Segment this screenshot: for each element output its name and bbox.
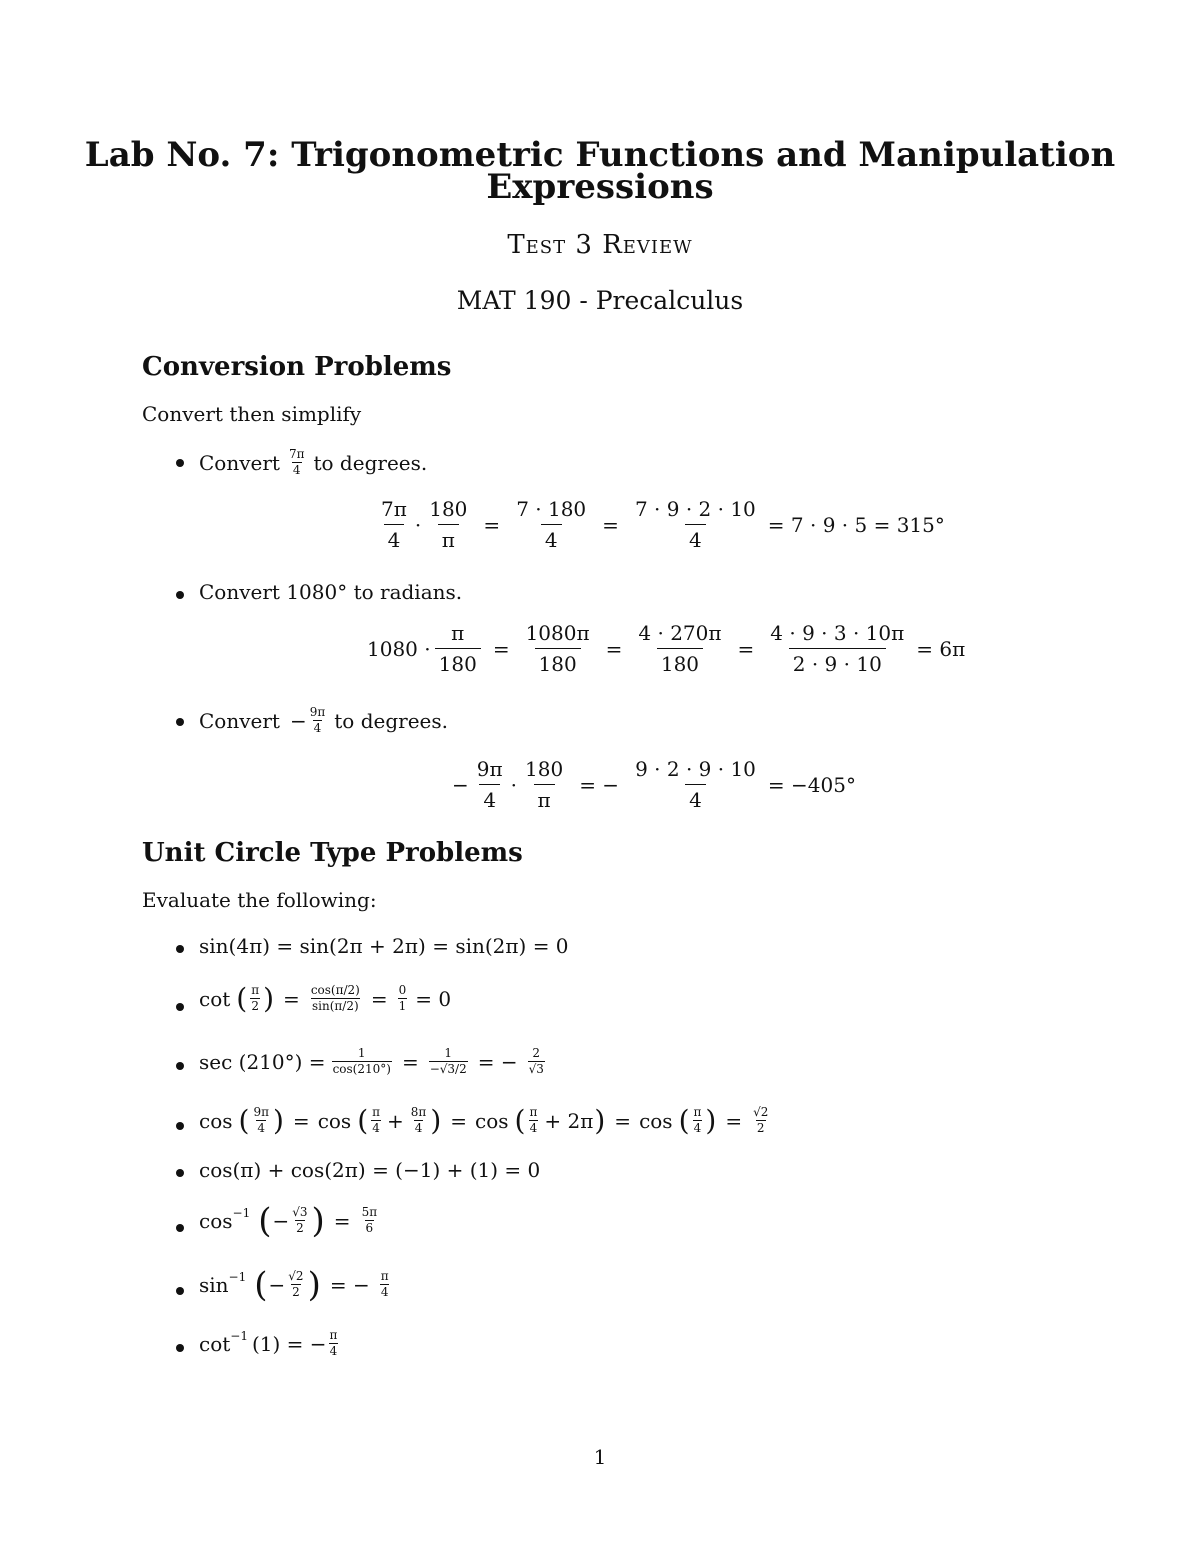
item-text: Convert bbox=[199, 450, 280, 475]
list-item: Convert − $\frac{9\pi}{4}$ to degrees. bbox=[199, 705, 448, 735]
item-text: Convert bbox=[199, 708, 280, 733]
page-number: 1 bbox=[593, 1445, 607, 1469]
section-intro-conversion: Convert then simplify bbox=[142, 402, 362, 426]
fraction: $\frac{9\pi}{4}$ bbox=[309, 705, 326, 735]
page-subtitle: Test 3 Review bbox=[507, 230, 693, 260]
list-item: sin(4π) = sin(2π + 2π) = sin(2π) = 0 bbox=[199, 934, 569, 958]
section-heading-conversion: Conversion Problems bbox=[142, 352, 452, 382]
equation-1: $\frac{7\pi}{4}$ · $\frac{180}{\pi}$ = $\frac{7 \cdot 180}{4}$ = $\frac{7 \cdot 9 \cdot 2 \cdot 10}{4}$ = 7 · 9 · 5 = 315° bbox=[381, 497, 945, 552]
bullet bbox=[176, 1062, 184, 1070]
bullet bbox=[176, 459, 184, 467]
bullet bbox=[176, 1287, 184, 1295]
list-item: cot ( π 2 ) = $\frac{\cos(\pi/2)}{\sin(\pi/2)}$ = $\frac{0}{1}$ = 0 bbox=[199, 981, 452, 1015]
equation-3: − $\frac{9\pi}{4}$ · $\frac{180}{\pi}$ = − $\frac{9 \cdot 2 \cdot 9 \cdot 10}{4}$ = −405° bbox=[452, 757, 856, 812]
bullet bbox=[176, 1344, 184, 1352]
bullet bbox=[176, 1169, 184, 1177]
bullet bbox=[176, 718, 184, 726]
list-item: cos −1 ( − $\frac{√3}{2}$ ) = $\frac{5\pi}{6}$ bbox=[199, 1200, 378, 1241]
section-intro-unit-circle: Evaluate the following: bbox=[142, 888, 377, 912]
bullet bbox=[176, 1224, 184, 1232]
bullet bbox=[176, 1003, 184, 1011]
list-item: cos(π) + cos(2π) = (−1) + (1) = 0 bbox=[199, 1158, 541, 1182]
list-item: cot −1 (1) = − $\frac{\pi}{4}$ bbox=[199, 1328, 338, 1358]
list-item: cos ( 9π 4 ) = cos ( π 4 + $\frac{8\pi}{4}$ ) = cos ( π 4 + 2π ) = cos ( π 4 ) = $\frac{√2}{2}$ bbox=[199, 1103, 769, 1137]
course-name: MAT 190 - Precalculus bbox=[456, 286, 744, 315]
equation-2: 1080 · $\frac{\pi}{180}$ = $\frac{1080\pi}{180}$ = $\frac{4 \cdot 270\pi}{180}$ = $\frac{4 \cdot 9 \cdot 3 \cdot 10\pi}{2 \cdot 9 \cdot 10}$ = 6π bbox=[367, 621, 966, 676]
list-item: Convert 1080° to radians. bbox=[199, 580, 463, 604]
bullet bbox=[176, 945, 184, 953]
list-item: sec (210°) = $\frac{1}{\cos(210^\circ)}$ = $\frac{1}{-√3/2}$ = − $\frac{2}{√3}$ bbox=[199, 1046, 544, 1076]
list-item bbox=[199, 448, 427, 477]
fraction: 7π 4 bbox=[288, 447, 305, 477]
item-text: to degrees. bbox=[313, 450, 428, 475]
list-item: sin −1 ( − $\frac{√2}{2}$ ) = − $\frac{\pi}{4}$ bbox=[199, 1264, 389, 1305]
item-text: to degrees. bbox=[334, 708, 448, 733]
bullet bbox=[176, 1122, 184, 1130]
page-title-line2: Expressions bbox=[486, 167, 714, 207]
bullet bbox=[176, 591, 184, 599]
section-heading-unit-circle: Unit Circle Type Problems bbox=[142, 838, 523, 868]
page-title: Lab No. 7: Trigonometric Functions and Manipulation bbox=[84, 135, 1116, 175]
